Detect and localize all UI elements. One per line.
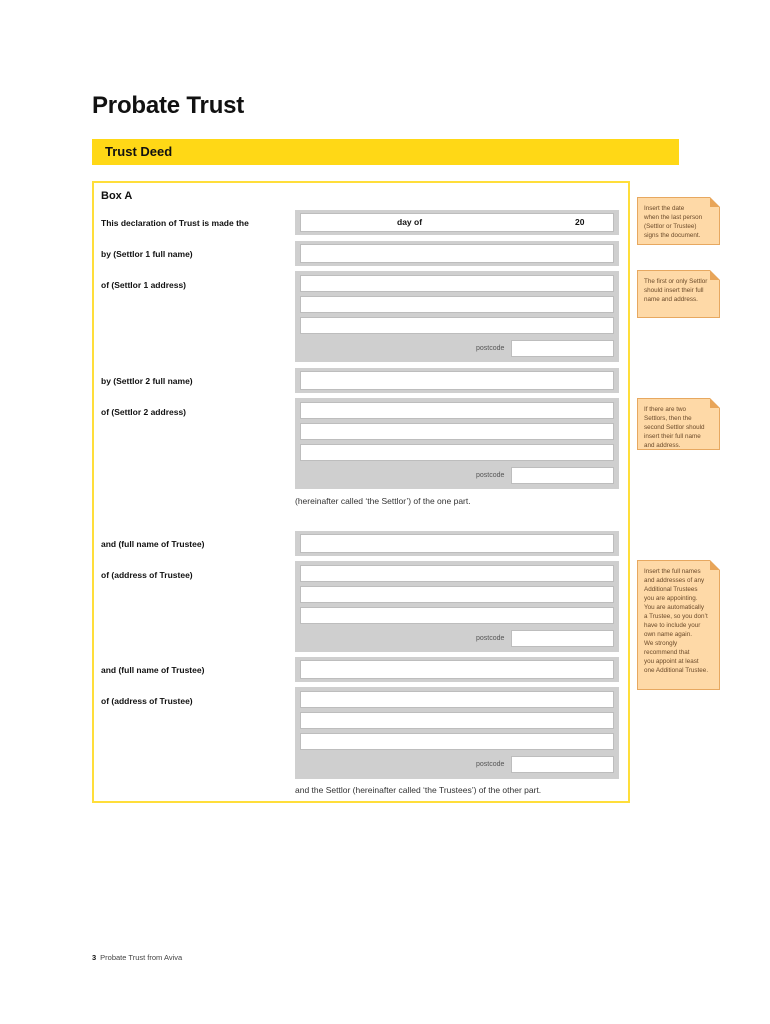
trustee1-address-line3-input[interactable] <box>300 607 614 624</box>
footer-text: Probate Trust from Aviva <box>100 953 183 962</box>
note-line: you appoint at least <box>644 658 699 665</box>
settlor2-name-label: by (Settlor 2 full name) <box>101 376 193 386</box>
settlor2-address-label: of (Settlor 2 address) <box>101 407 187 417</box>
note-line: signs the document. <box>644 232 701 239</box>
trustee1-address-label: of (address of Trustee) <box>101 570 193 580</box>
note-line: insert their full name <box>644 433 701 440</box>
trustee1-name-input[interactable] <box>300 534 614 553</box>
declaration-label: This declaration of Trust is made the <box>101 218 249 228</box>
settlor1-address-line1-input[interactable] <box>300 275 614 292</box>
settlor-part-text: (hereinafter called ‘the Settlor’) of the one part. <box>295 496 471 506</box>
settlor1-address-label: of (Settlor 1 address) <box>101 280 187 290</box>
note-line: (Settlor or Trustee) <box>644 223 697 230</box>
page-number: 3 <box>92 953 97 962</box>
box-title: Box A <box>101 190 133 202</box>
trustee2-address-label: of (address of Trustee) <box>101 696 193 706</box>
trustees-part-text: and the Settlor (hereinafter called ‘the Trustees’) of the other part. <box>295 785 542 795</box>
note-line: Insert the date <box>644 205 685 212</box>
trustee2-address-line1-input[interactable] <box>300 691 614 708</box>
trustee2-postcode-input[interactable] <box>511 756 614 773</box>
postcode-label: postcode <box>476 635 505 642</box>
trustee-guidance-note <box>637 560 720 690</box>
note-line: own name again. <box>644 631 692 638</box>
settlor1-address-line3-input[interactable] <box>300 317 614 334</box>
settlor1-postcode-input[interactable] <box>511 340 614 357</box>
declaration-date-input[interactable] <box>300 213 614 232</box>
trustee2-name-label: and (full name of Trustee) <box>101 665 205 675</box>
note-line: second Settlor should <box>644 424 705 431</box>
note-line: a Trustee, so you don’t <box>644 613 708 620</box>
settlor1-name-label: by (Settlor 1 full name) <box>101 249 193 259</box>
settlor2-name-input[interactable] <box>300 371 614 390</box>
settlor2-name-frame <box>295 368 619 393</box>
trustee2-address-line2-input[interactable] <box>300 712 614 729</box>
settlor1-name-frame <box>295 241 619 266</box>
note-line: have to include your <box>644 622 701 629</box>
settlor2-address-line1-input[interactable] <box>300 402 614 419</box>
date-field-frame <box>295 210 619 235</box>
note-line: If there are two <box>644 406 686 413</box>
settlor1-name-input[interactable] <box>300 244 614 263</box>
postcode-label: postcode <box>476 472 505 479</box>
date-guidance-note <box>637 197 720 245</box>
settlor2-address-line2-input[interactable] <box>300 423 614 440</box>
trustee1-address-frame <box>295 561 619 652</box>
note-line: and address. <box>644 442 681 449</box>
settlor1-address-frame <box>295 271 619 362</box>
section-header-bar <box>92 139 679 165</box>
settlor2-guidance-note <box>637 398 720 450</box>
note-line: one Additional Trustee. <box>644 667 709 674</box>
note-line: recommend that <box>644 649 690 656</box>
postcode-label: postcode <box>476 345 505 352</box>
page-title: Probate Trust <box>92 92 245 119</box>
settlor2-address-line3-input[interactable] <box>300 444 614 461</box>
note-line: name and address. <box>644 296 698 303</box>
trustee1-address-line1-input[interactable] <box>300 565 614 582</box>
page-footer <box>92 953 182 962</box>
trustee2-name-input[interactable] <box>300 660 614 679</box>
note-line: when the last person <box>644 214 703 221</box>
settlor2-postcode-input[interactable] <box>511 467 614 484</box>
note-line: Insert the full names <box>644 568 701 575</box>
trustee1-address-line2-input[interactable] <box>300 586 614 603</box>
note-line: Settlors, then the <box>644 415 692 422</box>
settlor1-address-line2-input[interactable] <box>300 296 614 313</box>
settlor2-address-frame <box>295 398 619 489</box>
trustee2-address-frame <box>295 687 619 779</box>
year-prefix-label: 20 <box>575 217 585 227</box>
note-line: and addresses of any <box>644 577 705 584</box>
section-title: Trust Deed <box>105 144 173 159</box>
note-line: You are automatically <box>644 604 704 611</box>
note-line: We strongly <box>644 640 678 647</box>
note-line: should insert their full <box>644 287 704 294</box>
trustee1-name-label: and (full name of Trustee) <box>101 539 205 549</box>
note-line: Additional Trustees <box>644 586 698 593</box>
trustee2-name-frame <box>295 657 619 682</box>
note-line: The first or only Settlor <box>644 278 708 285</box>
postcode-label: postcode <box>476 761 505 768</box>
note-line: you are appointing. <box>644 595 698 602</box>
trustee1-postcode-input[interactable] <box>511 630 614 647</box>
settlor1-guidance-note <box>637 270 720 318</box>
trustee1-name-frame <box>295 531 619 556</box>
trustee2-address-line3-input[interactable] <box>300 733 614 750</box>
day-of-label: day of <box>397 217 423 227</box>
